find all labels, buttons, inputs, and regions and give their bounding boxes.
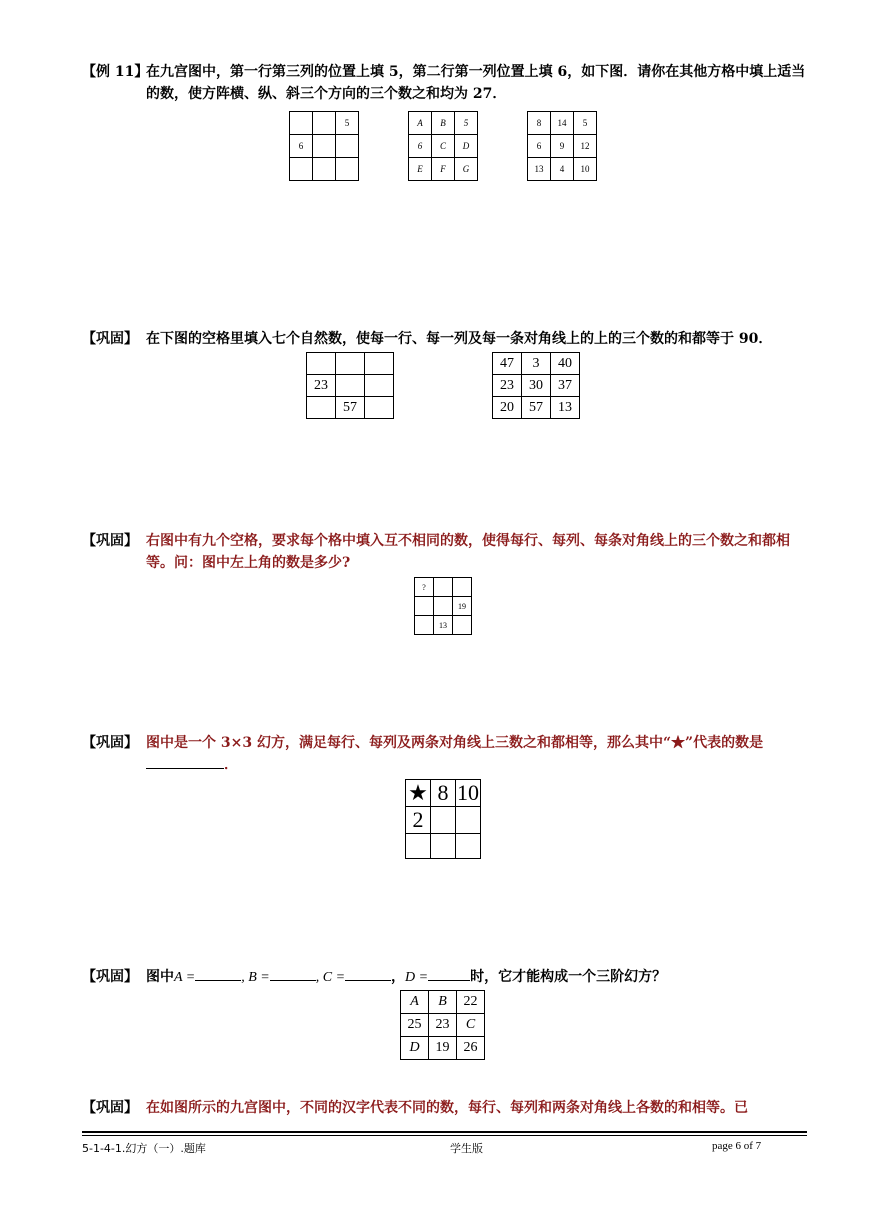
label-c: , C = bbox=[315, 970, 346, 985]
grid-row bbox=[401, 1014, 485, 1037]
grid-cell bbox=[456, 807, 481, 834]
grid-cell: 37 bbox=[551, 375, 580, 397]
grid-cell bbox=[365, 375, 394, 397]
grid-row bbox=[307, 397, 394, 419]
problem-practice-5 bbox=[82, 1097, 812, 1119]
grid-row bbox=[493, 397, 580, 419]
grid-cell bbox=[453, 616, 472, 635]
label-d: D = bbox=[405, 970, 429, 985]
blank-a[interactable] bbox=[195, 966, 241, 981]
problem-text bbox=[146, 732, 812, 776]
label-a: A = bbox=[174, 970, 196, 985]
grid-row bbox=[409, 135, 478, 158]
grid-row bbox=[290, 135, 359, 158]
grid-cell: 23 bbox=[307, 375, 336, 397]
grid-row bbox=[307, 353, 394, 375]
grid-row bbox=[401, 1037, 485, 1060]
answer-blank[interactable] bbox=[146, 754, 224, 769]
grid-row bbox=[290, 112, 359, 135]
grid-cell: 14 bbox=[551, 112, 574, 135]
grid-cell: A bbox=[409, 112, 432, 135]
problem-prefix: 图中 bbox=[146, 969, 174, 985]
grid-row bbox=[493, 375, 580, 397]
problem-practice-3 bbox=[82, 732, 812, 776]
grid-4 bbox=[405, 779, 481, 859]
grid-cell: 57 bbox=[336, 397, 365, 419]
grid-row bbox=[493, 353, 580, 375]
grid-row bbox=[406, 807, 481, 834]
label-b: , B = bbox=[241, 970, 270, 985]
grid-row bbox=[415, 616, 472, 635]
grid-3 bbox=[414, 577, 472, 635]
grid-cell: D bbox=[401, 1037, 429, 1060]
grid-cell: 20 bbox=[493, 397, 522, 419]
grid-cell: 3 bbox=[522, 353, 551, 375]
grid-row bbox=[409, 112, 478, 135]
grid-cell: 13 bbox=[528, 158, 551, 181]
grid-cell: 23 bbox=[493, 375, 522, 397]
grid-cell bbox=[456, 834, 481, 859]
grid-cell: 57 bbox=[522, 397, 551, 419]
grid-cell: 40 bbox=[551, 353, 580, 375]
grid-cell: 19 bbox=[429, 1037, 457, 1060]
problem-tag: 【巩固】 bbox=[82, 331, 138, 347]
grid-row bbox=[406, 834, 481, 859]
footer-center: 学生版 bbox=[450, 1142, 483, 1155]
grid-cell: 30 bbox=[522, 375, 551, 397]
grid-cell: 5 bbox=[455, 112, 478, 135]
grid-2b bbox=[492, 352, 580, 419]
grid-cell: 47 bbox=[493, 353, 522, 375]
grid-cell: 25 bbox=[401, 1014, 429, 1037]
grid-cell: 9 bbox=[551, 135, 574, 158]
grid-cell bbox=[365, 353, 394, 375]
grid-1a bbox=[289, 111, 359, 181]
grid-row bbox=[307, 375, 394, 397]
problem-text-before: 图中是一个 3×3 幻方，满足每行、每列及两条对角线上三数之和都相等，那么其中“★”代表的数是 bbox=[146, 735, 764, 751]
grid-cell: 6 bbox=[290, 135, 313, 158]
problem-tag: 【巩固】 bbox=[82, 735, 138, 751]
grid-row bbox=[528, 158, 597, 181]
problem-text: 在九宫图中，第一行第三列的位置上填 5，第二行第一列位置上填 6，如下图．请你在其他方格中填上适当的数，使方阵横、纵、斜三个方向的三个数之和均为 27． bbox=[146, 64, 806, 102]
grid-1c bbox=[527, 111, 597, 181]
grid-cell: 8 bbox=[431, 780, 456, 807]
grid-row bbox=[409, 158, 478, 181]
grid-cell: ? bbox=[415, 578, 434, 597]
problem-text: 在下图的空格里填入七个自然数，使每一行、每一列及每一条对角线上的上的三个数的和都等于 90． bbox=[146, 331, 773, 347]
blank-c[interactable] bbox=[345, 966, 391, 981]
grid-cell: E bbox=[409, 158, 432, 181]
grid-cell bbox=[307, 353, 336, 375]
grid-cell: 4 bbox=[551, 158, 574, 181]
grid-cell bbox=[313, 158, 336, 181]
footer-rule-thin bbox=[82, 1135, 807, 1136]
problem-tag: 【巩固】 bbox=[82, 969, 138, 985]
blank-d[interactable] bbox=[428, 966, 470, 981]
problem-practice-2 bbox=[82, 530, 812, 574]
grid-cell: 6 bbox=[528, 135, 551, 158]
footer-right: page 6 of 7 bbox=[712, 1140, 762, 1152]
grid-cell: 5 bbox=[574, 112, 597, 135]
grid-cell bbox=[415, 597, 434, 616]
grid-cell: 6 bbox=[409, 135, 432, 158]
problem-tag: 【巩固】 bbox=[82, 533, 138, 549]
problem-text: 右图中有九个空格，要求每个格中填入互不相同的数，使得每行、每列、每条对角线上的三个数之和都相等。问：图中左上角的数是多少? bbox=[146, 533, 790, 571]
grid-cell: C bbox=[432, 135, 455, 158]
problem-example-11 bbox=[82, 61, 812, 105]
grid-cell bbox=[406, 834, 431, 859]
grid-cell: 26 bbox=[457, 1037, 485, 1060]
grid-cell: 12 bbox=[574, 135, 597, 158]
problem-tag: 【例 11】 bbox=[82, 64, 149, 80]
grid-cell: D bbox=[455, 135, 478, 158]
grid-cell: C bbox=[457, 1014, 485, 1037]
problem-tag: 【巩固】 bbox=[82, 1100, 138, 1116]
grid-cell bbox=[313, 112, 336, 135]
grid-cell bbox=[434, 578, 453, 597]
grid-cell: 23 bbox=[429, 1014, 457, 1037]
grid-cell bbox=[313, 135, 336, 158]
grid-row bbox=[528, 112, 597, 135]
problem-text-after: ． bbox=[224, 757, 238, 773]
grid-cell: 5 bbox=[336, 112, 359, 135]
grid-cell bbox=[336, 135, 359, 158]
problem-text: 在如图所示的九宫图中，不同的汉字代表不同的数，每行、每列和两条对角线上各数的和相等。已 bbox=[146, 1100, 748, 1116]
grid-cell bbox=[290, 112, 313, 135]
grid-cell bbox=[336, 353, 365, 375]
separator: ， bbox=[391, 969, 406, 985]
grid-cell: 8 bbox=[528, 112, 551, 135]
grid-cell bbox=[453, 578, 472, 597]
grid-cell bbox=[431, 807, 456, 834]
footer-rule-thick bbox=[82, 1131, 807, 1133]
grid-row bbox=[406, 780, 481, 807]
grid-cell bbox=[431, 834, 456, 859]
grid-cell: B bbox=[432, 112, 455, 135]
grid-cell: 13 bbox=[551, 397, 580, 419]
grid-cell: G bbox=[455, 158, 478, 181]
grid-cell bbox=[290, 158, 313, 181]
grid-cell: 10 bbox=[574, 158, 597, 181]
grid-cell: 19 bbox=[453, 597, 472, 616]
grid-cell: F bbox=[432, 158, 455, 181]
problem-practice-4 bbox=[82, 966, 812, 989]
problem-suffix: 时，它才能构成一个三阶幻方？ bbox=[470, 969, 667, 985]
grid-row bbox=[401, 991, 485, 1014]
grid-row bbox=[415, 578, 472, 597]
grid-1b bbox=[408, 111, 478, 181]
grid-cell bbox=[415, 616, 434, 635]
grid-cell bbox=[336, 375, 365, 397]
grid-row bbox=[528, 135, 597, 158]
grid-cell bbox=[307, 397, 336, 419]
grid-2a bbox=[306, 352, 394, 419]
grid-cell bbox=[434, 597, 453, 616]
grid-cell: 22 bbox=[457, 991, 485, 1014]
footer-left: 5-1-4-1.幻方（一）.题库 bbox=[82, 1142, 206, 1155]
problem-practice-1 bbox=[82, 328, 812, 350]
grid-row bbox=[415, 597, 472, 616]
grid-cell bbox=[336, 158, 359, 181]
grid-cell: 2 bbox=[406, 807, 431, 834]
grid-cell: A bbox=[401, 991, 429, 1014]
blank-b[interactable] bbox=[270, 966, 316, 981]
grid-row bbox=[290, 158, 359, 181]
grid-cell: ★ bbox=[406, 780, 431, 807]
grid-cell: 13 bbox=[434, 616, 453, 635]
grid-5 bbox=[400, 990, 485, 1060]
grid-cell: 10 bbox=[457, 780, 479, 805]
grid-cell: B bbox=[429, 991, 457, 1014]
grid-cell bbox=[365, 397, 394, 419]
problem-text bbox=[146, 966, 812, 989]
